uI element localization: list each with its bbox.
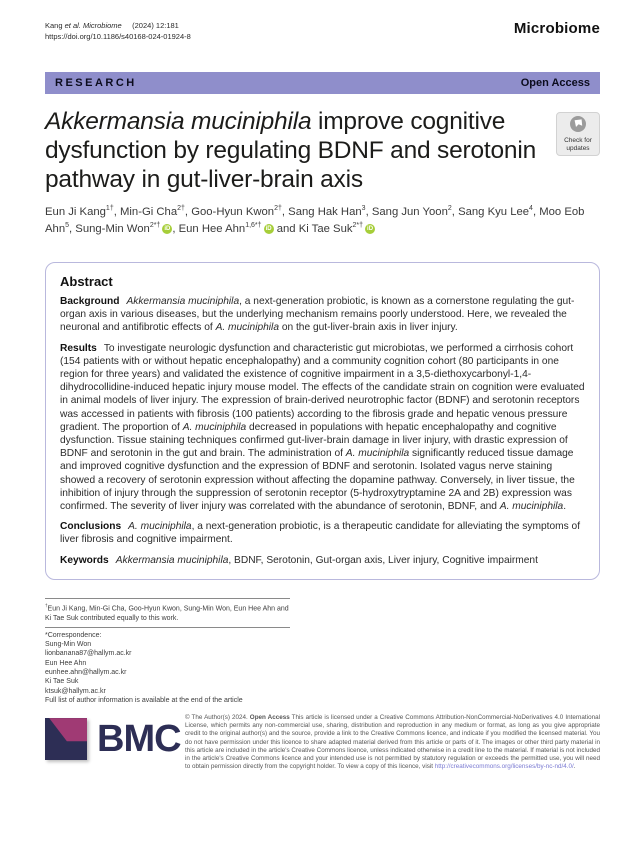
correspondence-label: *Correspondence: [45,631,102,639]
citation-block [45,20,191,42]
footnotes [45,598,290,705]
correspondent-name: Sung-Min Won [45,641,92,649]
correspondent-email[interactable]: lionbanana87@hallym.ac.kr [45,650,132,658]
page-header [45,20,600,42]
correspondence-block [45,628,290,705]
section-text: Akkermansia muciniphila, BDNF, Serotonin, Gut-organ axis, Liver injury, Cognitive impairment [115,554,538,566]
abstract-section-conclusions [60,520,585,546]
author: Sang Kyu Lee$^4$, [458,205,540,218]
orcid-icon[interactable]: iD [164,226,171,232]
bmc-wordmark: BMC [97,718,181,761]
author-info-note: Full list of author information is available at the end of the article [45,696,243,704]
section-label: Results [60,342,97,354]
correspondent-email[interactable]: eunhee.ahn@hallym.ac.kr [45,668,127,676]
author-list [45,204,601,238]
journal-name: Microbiome [513,20,600,37]
abstract-section-background [60,295,585,335]
author: Sang Hak Han$^3$, [288,205,372,218]
author: Sang Jun Yoon$^2$, [371,205,459,218]
section-text: A. muciniphila, a next-generation probiotic, is a therapeutic candidate for alleviating the symptoms of liver fibrosis and cognitive impairment. [60,521,581,546]
abstract-section-results [60,342,585,514]
research-label: RESEARCH [55,77,137,89]
author: Ki Tae Suk$^{2*\dagger}$ iD [298,222,374,235]
author: Min-Gi Cha$^{2\dagger}$, [120,205,192,218]
doi-link[interactable]: https://doi.org/10.1186/s40168-024-01924-8 [45,32,191,41]
abstract-heading: Abstract [60,274,113,289]
section-label: Conclusions [60,521,122,533]
orcid-icon[interactable]: iD [367,226,374,232]
license-link[interactable]: http://creativecommons.org/licenses/by-nc-nd/4.0/ [434,763,574,771]
check-updates-label-line1: Check for [564,137,592,144]
citation: Kang et al. Microbiome (2024) 12:181 [45,21,179,30]
section-text: To investigate neurologic dysfunction and characteristic gut microbiotas, we performed a cirrhosis cohort (154 patients with or without hepatic encephalopathy) and a community cognition cohort (80 participants in one region for three years) and validated the existence of cognitive impairment in a 3,5-diethoxycarbonyl-1,4-dihydrocollidine-induced hepatic injury mouse model. The effects of the candidate strain on cognition were evaluated in animal models of liver injury. The expression of brain-derived neurotrophic factor (BDNF) and serotonin receptors was accessed in patients with fibrosis (100 patients) according to the fibrosis grade and hepatic venous pressure gradient. The proportion of A. muciniphila decreased in populations with hepatic encephalopathy and cognitive dysfunction. Tissue staining techniques confirmed gut-liver-brain damage in liver injury, with drastic expression of BDNF and serotonin in the gut and brain. The administration of A. muciniphila significantly reduced tissue damage and improved cognitive dysfunction and the expression of BDNF and serotonin. Isolated vagus nerve staining showed a recovery of serotonin expression without affecting the dopamine pathway. Conversely, in liver tissue, the inhibition of injury through the suppression of serotonin receptor (5-hydroxytryptamine 2A and 2B) expression was confirmed. The severity of liver injury was correlated with the abundance of serotonin, BDNF, and A. muciniphila. [60,342,585,513]
check-updates-badge[interactable] [556,112,600,156]
abstract-section-keywords [60,554,585,567]
orcid-icon[interactable]: iD [265,226,272,232]
author: Goo-Hyun Kwon$^{2\dagger}$, [191,205,289,218]
open-access-label: Open Access [520,77,590,89]
page-footer [45,714,600,771]
equal-contribution-note: †Eun Ji Kang, Min-Gi Cha, Goo-Hyun Kwon, Sung-Min Won, Eun Hee Ahn and Ki Tae Suk contributed equally to this work. [45,603,289,622]
author: Eun Ji Kang$^{1\dagger}$, [45,205,120,218]
author: Eun Hee Ahn$^{1,6*\dagger}$ iD and [178,222,299,235]
license-text: © The Author(s) 2024. Open Access This article is licensed under a Creative Commons Attribution-NonCommercial-NoDerivatives 4.0 International License, which permits any non-commercial use, sharing, distribution and reproduction in any medium or format, as long as you give appropriate credit to the original author(s) and the source, provide a link to the Creative Commons licence, and indicate if you modified the licensed material. You do not have permission under this licence to share adapted material derived from this article or parts of it. The images or other third party material in this article are included in the article's Creative Commons licence, unless indicated otherwise in a credit line to the material. If material is not included in the article's Creative Commons licence and your intended use is not permitted by statutory regulation or exceeds the permitted use, you will need to obtain permission directly from the copyright holder. To view a copy of this licence, visit http://creativecommons.org/licenses/by-nc-nd/4.0/. [185,714,600,771]
correspondent-name: Ki Tae Suk [45,678,79,686]
abstract-box [45,262,600,580]
bmc-logo-icon [45,718,87,760]
article-type-banner [45,72,600,94]
article-title: Akkermansia muciniphila improve cognitive dysfunction by regulating BDNF and serotonin pathway in gut-liver-brain axis [45,108,537,193]
author: Moo Eob Ahn$^5$, [45,206,585,235]
crossmark-icon [570,116,586,132]
section-label: Keywords [60,554,109,566]
section-text: Akkermansia muciniphila, a next-generation probiotic, is known as a cornerstone regulating the gut-organ axis in various diseases, but the underlying mechanism remains poorly understood. Here, we revealed the neuronal and antifibrotic effects of A. muciniphila on the gut-liver-brain axis in liver injury. [60,296,575,334]
check-updates-label-line2: updates [566,144,590,152]
author: Sung-Min Won$^{2*\dagger}$ iD , [75,222,179,235]
correspondent-email[interactable]: ktsuk@hallym.ac.kr [45,687,106,695]
bmc-logo [45,718,185,760]
section-label: Background [60,296,120,307]
correspondent-name: Eun Hee Ahn [45,659,87,667]
